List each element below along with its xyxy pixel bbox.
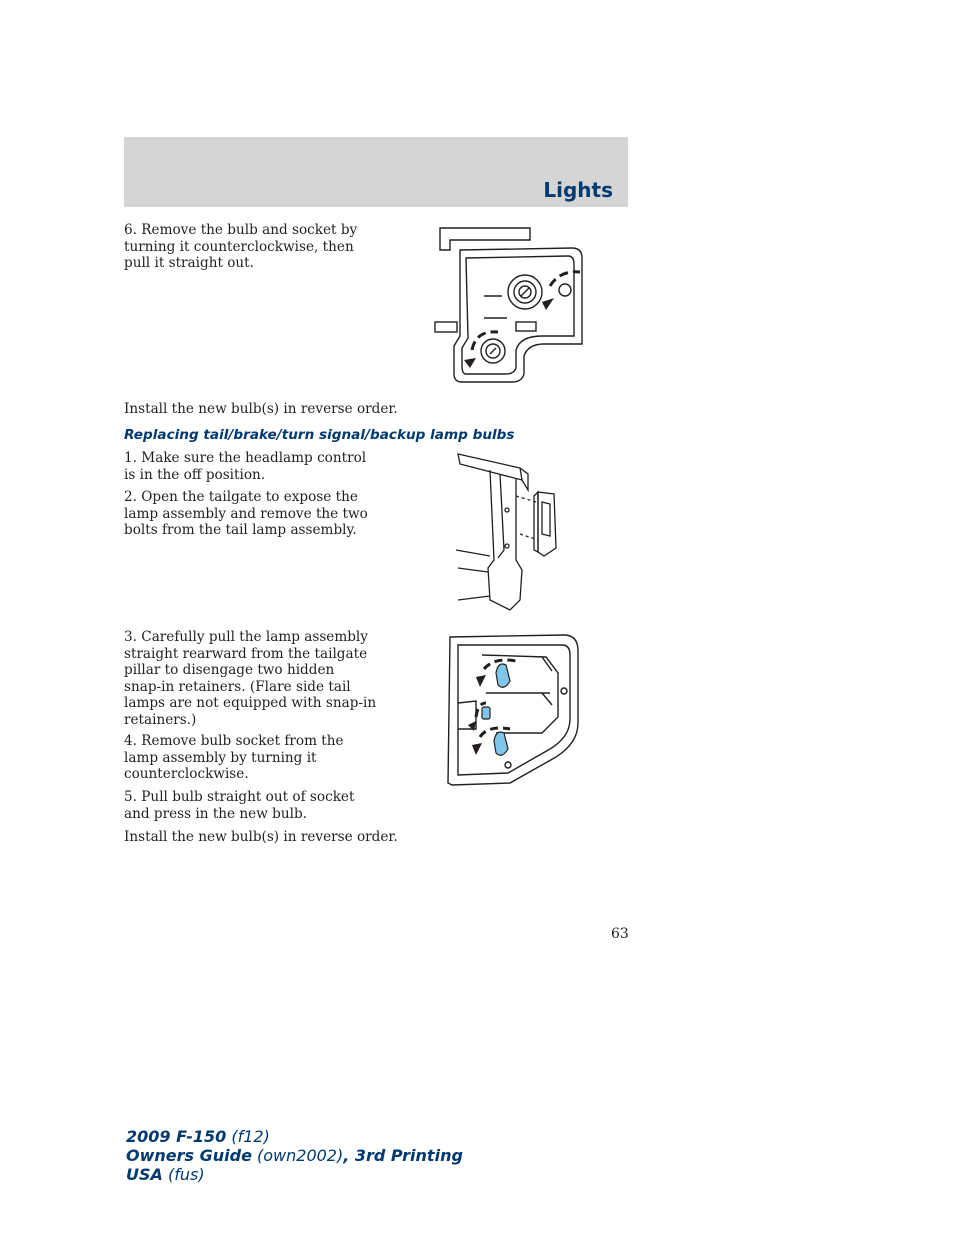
- install-text-2: Install the new bulb(s) in reverse order.: [124, 829, 398, 845]
- document-footer: 2009 F-150 (f12) Owners Guide (own2002), 3rd Printing USA (fus): [126, 1127, 463, 1184]
- step-5-text: 5. Pull bulb straight out of socket and press in the new bulb.: [124, 789, 355, 822]
- tail-lamp-removal-diagram: [450, 450, 562, 612]
- step-1-text: 1. Make sure the headlamp control is in the off position.: [124, 450, 367, 483]
- step-3-text: 3. Carefully pull the lamp assembly straight rearward from the tailgate pillar to disengage two hidden snap-in retainers. (Flare side tail lamps are not equipped with snap-in retainers.): [124, 629, 377, 728]
- page-number: 63: [611, 926, 629, 942]
- tail-lamp-bulb-diagram: [446, 633, 580, 787]
- section-title: Lights: [543, 178, 613, 202]
- step-4-text: 4. Remove bulb socket from the lamp assembly by turning it counterclockwise.: [124, 733, 344, 782]
- section-subheading: Replacing tail/brake/turn signal/backup lamp bulbs: [124, 427, 515, 443]
- install-text-1: Install the new bulb(s) in reverse order.: [124, 401, 398, 417]
- headlamp-socket-diagram: [432, 226, 592, 386]
- step-6-text: 6. Remove the bulb and socket by turning it counterclockwise, then pull it straight out.: [124, 222, 358, 271]
- step-2-text: 2. Open the tailgate to expose the lamp assembly and remove the two bolts from the tail lamp assembly.: [124, 489, 368, 538]
- section-header-band: [124, 137, 628, 207]
